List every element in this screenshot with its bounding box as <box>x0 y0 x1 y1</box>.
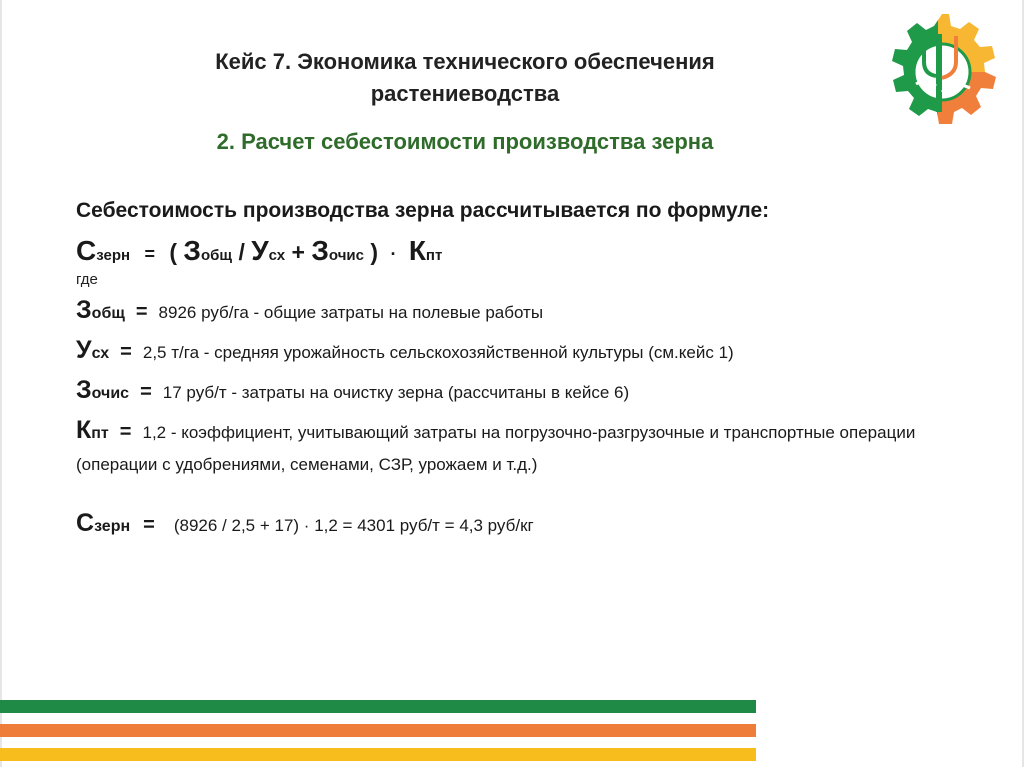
definition-sub: пт <box>91 425 109 442</box>
formula-k-letter: К <box>408 235 426 266</box>
formula-z1-letter: З <box>183 235 201 266</box>
definition-letter: У <box>76 336 92 364</box>
formula-z2-sub: очис <box>328 247 364 264</box>
formula-equals: = <box>144 244 155 264</box>
result-letter: С <box>76 509 95 537</box>
formula-plus: + <box>291 239 305 265</box>
definition-sub: сх <box>91 345 110 362</box>
formula-u-letter: У <box>251 235 269 266</box>
formula-z1-sub: общ <box>200 247 233 264</box>
definition-letter: З <box>76 296 92 324</box>
definition-equals: = <box>119 421 132 443</box>
definition-kpt <box>76 415 936 480</box>
left-border <box>0 0 2 767</box>
definition-sub: общ <box>91 305 125 322</box>
formula-close-paren: ) <box>370 239 379 265</box>
formula-open-paren: ( <box>169 239 178 265</box>
slide-subtitle: 2. Расчет себестоимости производства зерна <box>216 129 714 154</box>
definition-equals: = <box>120 341 132 363</box>
slide-title <box>165 46 765 110</box>
stripe-orange <box>0 724 756 737</box>
title-line-1: Кейс 7. Экономика технического обеспечения <box>215 49 715 74</box>
definition-text: 8926 руб/га - общие затраты на полевые работы <box>158 303 544 322</box>
formula-c-letter: С <box>76 235 97 266</box>
formula-z2-letter: З <box>311 235 329 266</box>
formula-slash: / <box>238 239 245 265</box>
definition-equals: = <box>135 301 148 323</box>
definition-text: 2,5 т/га - средняя урожайность сельскохозяйственной культуры (см.кейс 1) <box>142 343 734 362</box>
result-equals: = <box>143 514 155 536</box>
result-formula <box>76 508 936 542</box>
formula-c-sub: зерн <box>96 247 131 264</box>
formula-u-sub: сх <box>268 247 286 264</box>
main-formula <box>76 236 936 271</box>
definition-letter: З <box>76 376 92 404</box>
formula-dot: · <box>390 244 397 264</box>
definition-zobsch <box>76 295 936 329</box>
content-body <box>76 196 936 542</box>
stripe-yellow <box>0 748 756 761</box>
definition-letter: К <box>76 416 92 444</box>
gear-wheat-logo-icon <box>878 8 1006 136</box>
result-sub: зерн <box>94 518 131 535</box>
definition-sub: очис <box>91 385 130 402</box>
result-text: (8926 / 2,5 + 17) · 1,2 = 4301 руб/т = 4,3 руб/кг <box>173 516 534 535</box>
intro-text: Себестоимость производства зерна рассчитывается по формуле: <box>76 199 770 222</box>
definition-text: 1,2 - коэффициент, учитывающий затраты на погрузочно-разгрузочные и транспортные операции (операции с удобрениями, семенами, СЗР, урожаем и т.д.) <box>76 423 916 474</box>
where-label: где <box>76 271 98 288</box>
title-line-2: растениеводства <box>370 81 560 106</box>
formula-k-sub: пт <box>425 247 443 264</box>
stripe-green <box>0 700 756 713</box>
definition-text: 17 руб/т - затраты на очистку зерна (рассчитаны в кейсе 6) <box>162 383 630 402</box>
definition-equals: = <box>140 381 152 403</box>
definition-zochis <box>76 375 936 409</box>
definition-usx <box>76 335 936 369</box>
